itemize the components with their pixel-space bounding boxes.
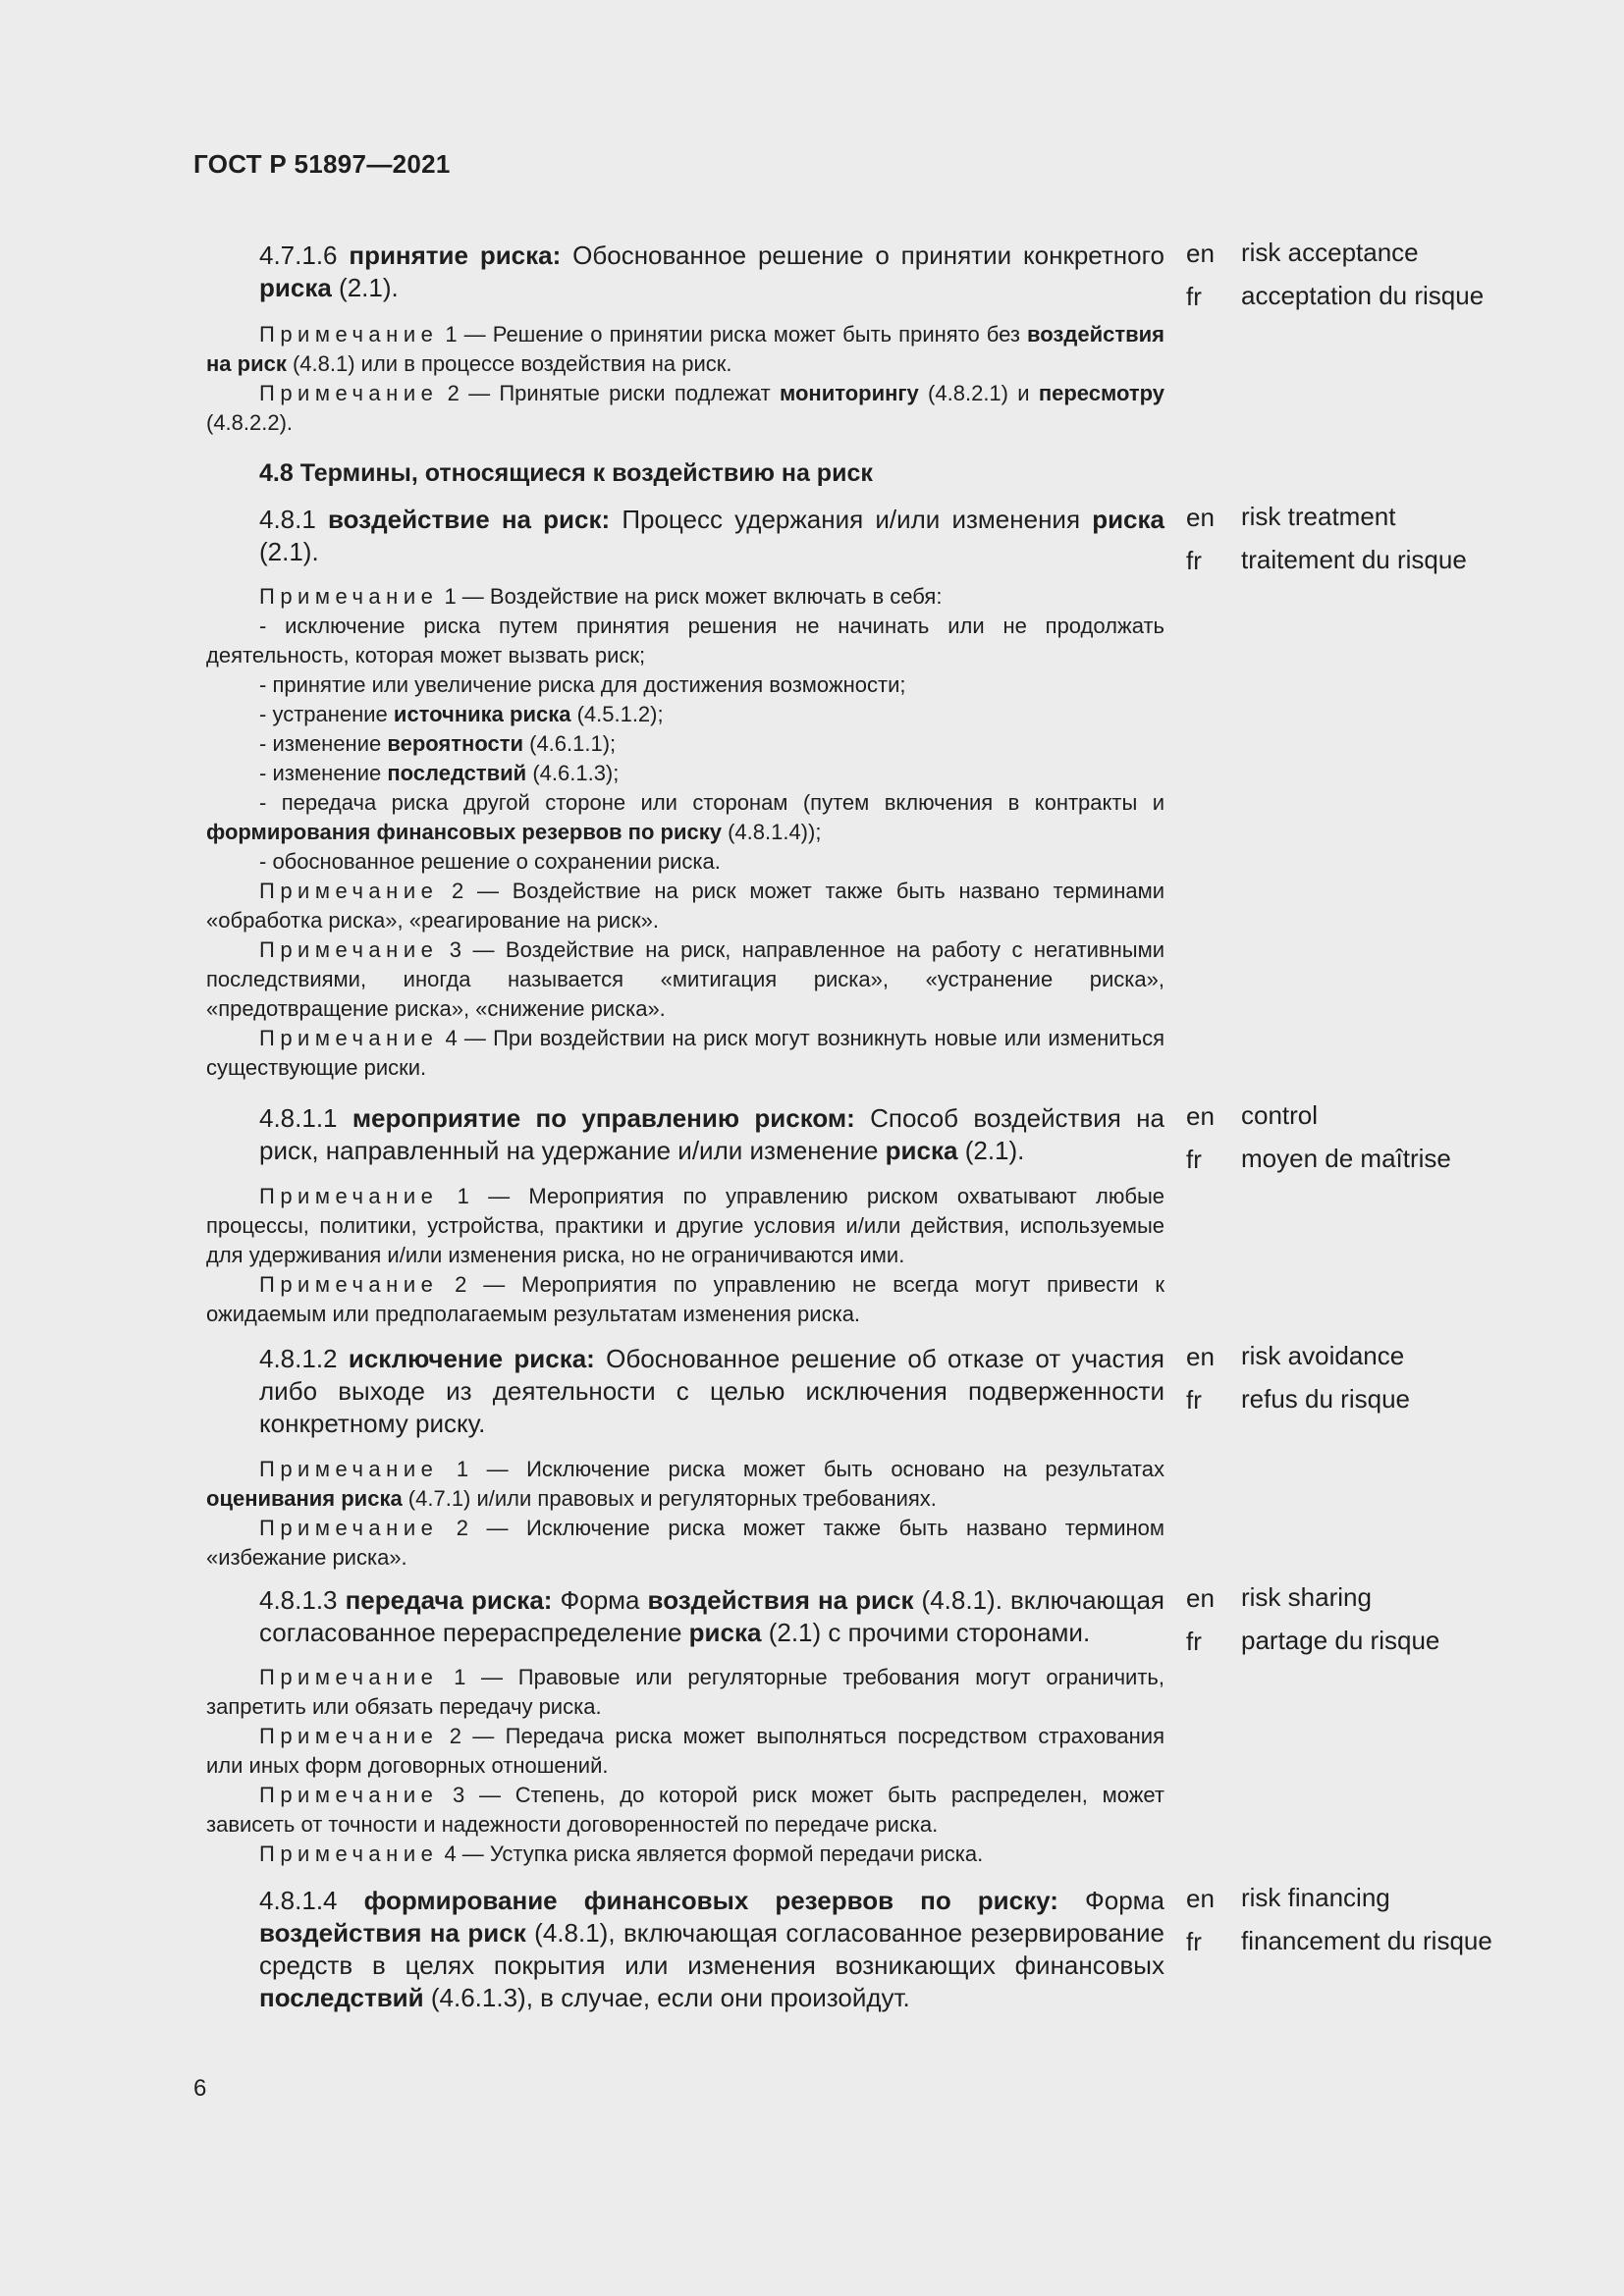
note-label: Примечание xyxy=(259,322,439,347)
text-run: - обоснованное решение о сохранении риска. xyxy=(259,849,721,874)
cross-reference-term: источника риска xyxy=(393,702,571,726)
text-run: - передача риска другой стороне или сторонам (путем включения в контракты и xyxy=(259,790,1164,815)
term-name: воздействие на риск: xyxy=(328,505,611,534)
note xyxy=(206,1182,1164,1270)
list-item xyxy=(206,788,1164,847)
lang-fr: fr xyxy=(1186,546,1202,575)
note-label: Примечание xyxy=(259,937,439,962)
note xyxy=(206,1663,1164,1722)
text-run: Способ воздействия на риск, направленный на удержание и/или изменение xyxy=(259,1103,1164,1165)
note xyxy=(206,320,1164,379)
term-definition xyxy=(206,1584,1164,1649)
note-label: Примечание xyxy=(259,1783,439,1807)
text-run: (4.8.1). включающая согласованное перераспределение xyxy=(259,1585,1164,1647)
translation-en: risk avoidance xyxy=(1241,1341,1405,1370)
lang-fr: fr xyxy=(1186,1927,1202,1956)
note xyxy=(206,1781,1164,1840)
lang-en: en xyxy=(1186,1884,1215,1913)
term-number: 4.8.1.2 xyxy=(259,1344,338,1373)
translations xyxy=(1186,496,1500,582)
note-label: Примечание xyxy=(259,1272,439,1297)
lang-en: en xyxy=(1186,1101,1215,1131)
note-label: Примечание xyxy=(259,381,439,405)
text-run: (4.6.1.3), в случае, если они произойдут. xyxy=(423,1983,910,2012)
translations xyxy=(1186,232,1500,318)
text-run: (4.8.2.2). xyxy=(206,410,294,435)
term-definition xyxy=(206,1102,1164,1167)
term-name: формирование финансовых резервов по риску: xyxy=(363,1886,1058,1915)
text-run: (2.1) с прочими сторонами. xyxy=(761,1618,1091,1647)
translation-fr: moyen de maîtrise xyxy=(1241,1144,1451,1173)
text-run: (4.8.1) или в процессе воздействия на риск. xyxy=(286,351,732,376)
cross-reference-term: пересмотру xyxy=(1038,381,1164,405)
text-run: 4 — При воздействии на риск могут возникнуть новые или измениться существующие риски. xyxy=(206,1026,1164,1080)
term-number: 4.8.1.1 xyxy=(259,1103,338,1133)
note xyxy=(206,1024,1164,1083)
lang-fr: fr xyxy=(1186,1385,1202,1415)
list-item xyxy=(206,700,1164,729)
note-label: Примечание xyxy=(259,1184,439,1208)
lang-en: en xyxy=(1186,239,1215,268)
translation-fr: acceptation du risque xyxy=(1241,281,1485,310)
text-run: (2.1). xyxy=(957,1136,1025,1165)
term-definition xyxy=(206,1885,1164,2014)
note xyxy=(206,935,1164,1024)
text-run: Процесс удержания и/или изменения xyxy=(610,505,1093,534)
text-run: (4.8.1.4)); xyxy=(721,820,822,844)
term-definition xyxy=(206,240,1164,304)
translation-en: control xyxy=(1241,1100,1319,1130)
cross-reference-term: формирования финансовых резервов по риску xyxy=(206,820,722,844)
text-run: - изменение xyxy=(259,731,388,756)
lang-fr: fr xyxy=(1186,1627,1202,1656)
note xyxy=(206,582,1164,612)
lang-en: en xyxy=(1186,1583,1215,1613)
note xyxy=(206,1455,1164,1514)
term-name: передача риска: xyxy=(345,1585,553,1615)
note-label: Примечание xyxy=(259,1026,439,1050)
cross-reference-term: воздействия на риск xyxy=(206,322,1164,376)
cross-reference-term: риска xyxy=(688,1618,762,1647)
list-item xyxy=(206,759,1164,788)
text-run: 2 — Исключение риска может также быть названо термином «избежание риска». xyxy=(206,1516,1164,1570)
text-run: 1 — Решение о принятии риска может быть принято без xyxy=(438,322,1028,347)
text-run: 1 — Исключение риска может быть основано на результатах xyxy=(438,1457,1164,1481)
text-run: 2 — Передача риска может выполняться посредством страхования или иных форм договорных отношений. xyxy=(206,1724,1164,1778)
term-definition xyxy=(206,1343,1164,1440)
note xyxy=(206,1722,1164,1781)
translation-en: risk treatment xyxy=(1241,502,1396,531)
list-item xyxy=(206,612,1164,670)
lang-en: en xyxy=(1186,1342,1215,1371)
translations xyxy=(1186,1335,1500,1421)
note xyxy=(206,1514,1164,1573)
text-run: - изменение xyxy=(259,761,388,785)
note-label: Примечание xyxy=(259,879,439,903)
term-number: 4.8.1 xyxy=(259,505,316,534)
lang-fr: fr xyxy=(1186,1145,1202,1174)
translation-fr: traitement du risque xyxy=(1241,545,1467,574)
cross-reference-term: риска xyxy=(259,273,332,302)
text-run: 1 — Воздействие на риск может включать в себя: xyxy=(438,584,943,609)
term-number: 4.8.1.4 xyxy=(259,1886,338,1915)
translation-en: risk financing xyxy=(1241,1883,1390,1912)
text-run: - исключение риска путем принятия решения не начинать или не продолжать деятельность, которая может вызвать риск; xyxy=(206,614,1164,667)
text-run: 3 — Воздействие на риск, направленное на работу с негативными последствиями, иногда называется «митигация риска», «устранение риска», «предотвращение риска», «снижение риска». xyxy=(206,937,1164,1021)
text-run: (4.6.1.3); xyxy=(526,761,620,785)
translation-en: risk acceptance xyxy=(1241,238,1419,267)
cross-reference-term: последствий xyxy=(259,1983,424,2012)
list-item xyxy=(206,847,1164,877)
text-run: (4.8.1), включающая согласованное резервирование средств в целях покрытия или изменения возникающих финансовых xyxy=(259,1918,1164,1980)
lang-en: en xyxy=(1186,503,1215,532)
term-name: исключение риска: xyxy=(348,1344,595,1373)
notes-block xyxy=(206,1455,1164,1573)
text-run: 1 — Правовые или регуляторные требования могут ограничить, запретить или обязать передачу риска. xyxy=(206,1665,1164,1719)
list-item xyxy=(206,729,1164,759)
note-label: Примечание xyxy=(259,1516,439,1540)
translation-fr: refus du risque xyxy=(1241,1384,1410,1414)
note-label: Примечание xyxy=(259,1457,439,1481)
term-definition xyxy=(206,504,1164,568)
term-name: мероприятие по управлению риском: xyxy=(352,1103,855,1133)
cross-reference-term: мониторингу xyxy=(779,381,919,405)
text-run: (2.1). xyxy=(331,273,399,302)
section-title: 4.8 Термины, относящиеся к воздействию на риск xyxy=(259,459,873,487)
text-run: (4.7.1) и/или правовых и регуляторных требованиях. xyxy=(402,1486,937,1511)
notes-block xyxy=(206,1663,1164,1869)
text-run: - принятие или увеличение риска для достижения возможности; xyxy=(259,672,906,697)
note xyxy=(206,1840,1164,1869)
translations xyxy=(1186,1877,1500,1963)
document-header: ГОСТ Р 51897—2021 xyxy=(193,149,451,179)
list-item xyxy=(206,670,1164,700)
cross-reference-term: воздействия на риск xyxy=(259,1918,526,1948)
page-number: 6 xyxy=(193,2075,207,2102)
cross-reference-term: воздействия на риск xyxy=(647,1585,914,1615)
text-run: 2 — Воздействие на риск может также быть названо терминами «обработка риска», «реагирование на риск». xyxy=(206,879,1164,933)
cross-reference-term: оценивания риска xyxy=(206,1486,403,1511)
note xyxy=(206,877,1164,935)
notes-block xyxy=(206,1182,1164,1329)
text-run: 2 — Принятые риски подлежат xyxy=(438,381,780,405)
cross-reference-term: риска xyxy=(885,1136,958,1165)
text-run: 2 — Мероприятия по управлению не всегда могут привести к ожидаемым или предполагаемым результатам изменения риска. xyxy=(206,1272,1164,1326)
note xyxy=(206,379,1164,438)
cross-reference-term: последствий xyxy=(387,761,527,785)
text-run: (4.8.2.1) и xyxy=(918,381,1039,405)
lang-fr: fr xyxy=(1186,282,1202,311)
text-run: Обоснованное решение о принятии конкретного xyxy=(561,240,1164,270)
text-run: (2.1). xyxy=(259,537,319,566)
notes-block xyxy=(206,582,1164,1083)
translations xyxy=(1186,1095,1500,1181)
text-run: - устранение xyxy=(259,702,394,726)
cross-reference-term: вероятности xyxy=(387,731,523,756)
translations xyxy=(1186,1576,1500,1663)
text-run: Форма xyxy=(552,1585,648,1615)
term-number: 4.7.1.6 xyxy=(259,240,338,270)
note-label: Примечание xyxy=(259,584,439,609)
term-number: 4.8.1.3 xyxy=(259,1585,338,1615)
text-run: 3 — Степень, до которой риск может быть распределен, может зависеть от точности и надежности договоренностей по передаче риска. xyxy=(206,1783,1164,1837)
text-run: (4.6.1.1); xyxy=(523,731,617,756)
text-run: (4.5.1.2); xyxy=(570,702,664,726)
text-run: Форма xyxy=(1057,1886,1164,1915)
cross-reference-term: риска xyxy=(1092,505,1164,534)
translation-en: risk sharing xyxy=(1241,1582,1372,1612)
note xyxy=(206,1270,1164,1329)
translation-fr: financement du risque xyxy=(1241,1926,1492,1955)
note-label: Примечание xyxy=(259,1724,439,1748)
text-run: 1 — Мероприятия по управлению риском охватывают любые процессы, политики, устройства, практики и другие условия и/или действия, используемые для удерживания и/или изменения риска, но не ограничиваются ими. xyxy=(206,1184,1164,1267)
term-name: принятие риска: xyxy=(349,240,562,270)
note-label: Примечание xyxy=(259,1842,439,1866)
text-run: Обоснованное решение об отказе от участия либо выходе из деятельности с целью исключения подверженности конкретному риску. xyxy=(259,1344,1164,1438)
notes-block xyxy=(206,320,1164,438)
translation-fr: partage du risque xyxy=(1241,1626,1440,1655)
text-run: 4 — Уступка риска является формой передачи риска. xyxy=(438,1842,984,1866)
note-label: Примечание xyxy=(259,1665,439,1689)
